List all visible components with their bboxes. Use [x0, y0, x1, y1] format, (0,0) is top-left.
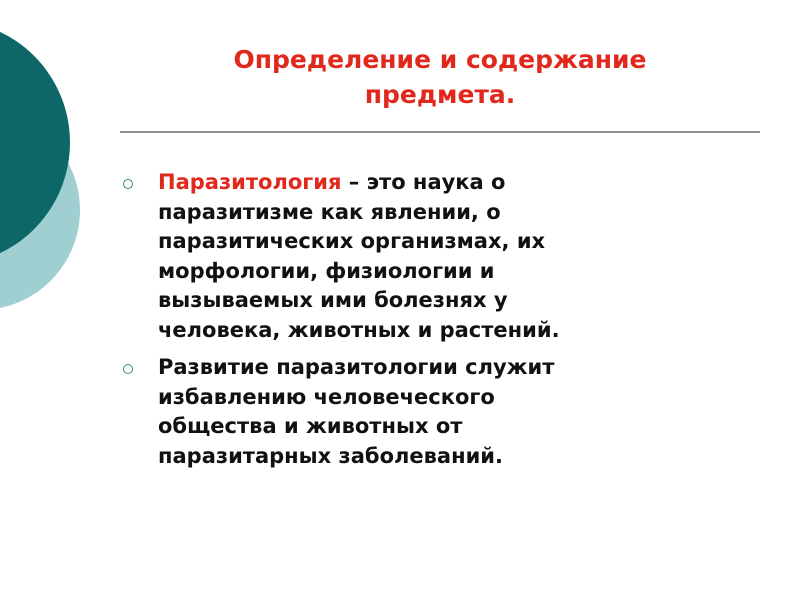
bullet-line: паразитарных заболеваний.	[158, 443, 503, 468]
bullet-line: морфологии, физиологии и	[158, 258, 495, 283]
bullet-circle-icon	[123, 179, 133, 189]
bullet-line: паразитических организмах, их	[158, 229, 546, 253]
bullet-line-rest: – это наука о	[341, 170, 506, 194]
bullet-line: паразитизме как явлении, о	[158, 199, 501, 224]
bullet-text	[158, 168, 758, 345]
title-line-2: предмета.	[364, 80, 516, 109]
bullet-text	[158, 353, 758, 471]
title-line-1: Определение и содержание	[233, 45, 647, 74]
title-divider	[120, 131, 760, 133]
bullet-item-definition	[118, 168, 758, 345]
bullet-list	[118, 168, 758, 479]
bullet-line	[158, 168, 758, 198]
bullet-line: избавлению человеческого	[158, 384, 495, 409]
term-highlight: Паразитология	[158, 170, 342, 194]
slide-title	[120, 42, 760, 112]
bullet-line: вызываемых ими болезнях у	[158, 288, 508, 312]
bullet-circle-icon	[123, 364, 133, 374]
bullet-line: Развитие паразитологии служит	[158, 355, 555, 379]
bullet-item-development	[118, 353, 758, 471]
bullet-line: общества и животных от	[158, 414, 463, 438]
bullet-line: человека, животных и растений.	[158, 317, 560, 342]
